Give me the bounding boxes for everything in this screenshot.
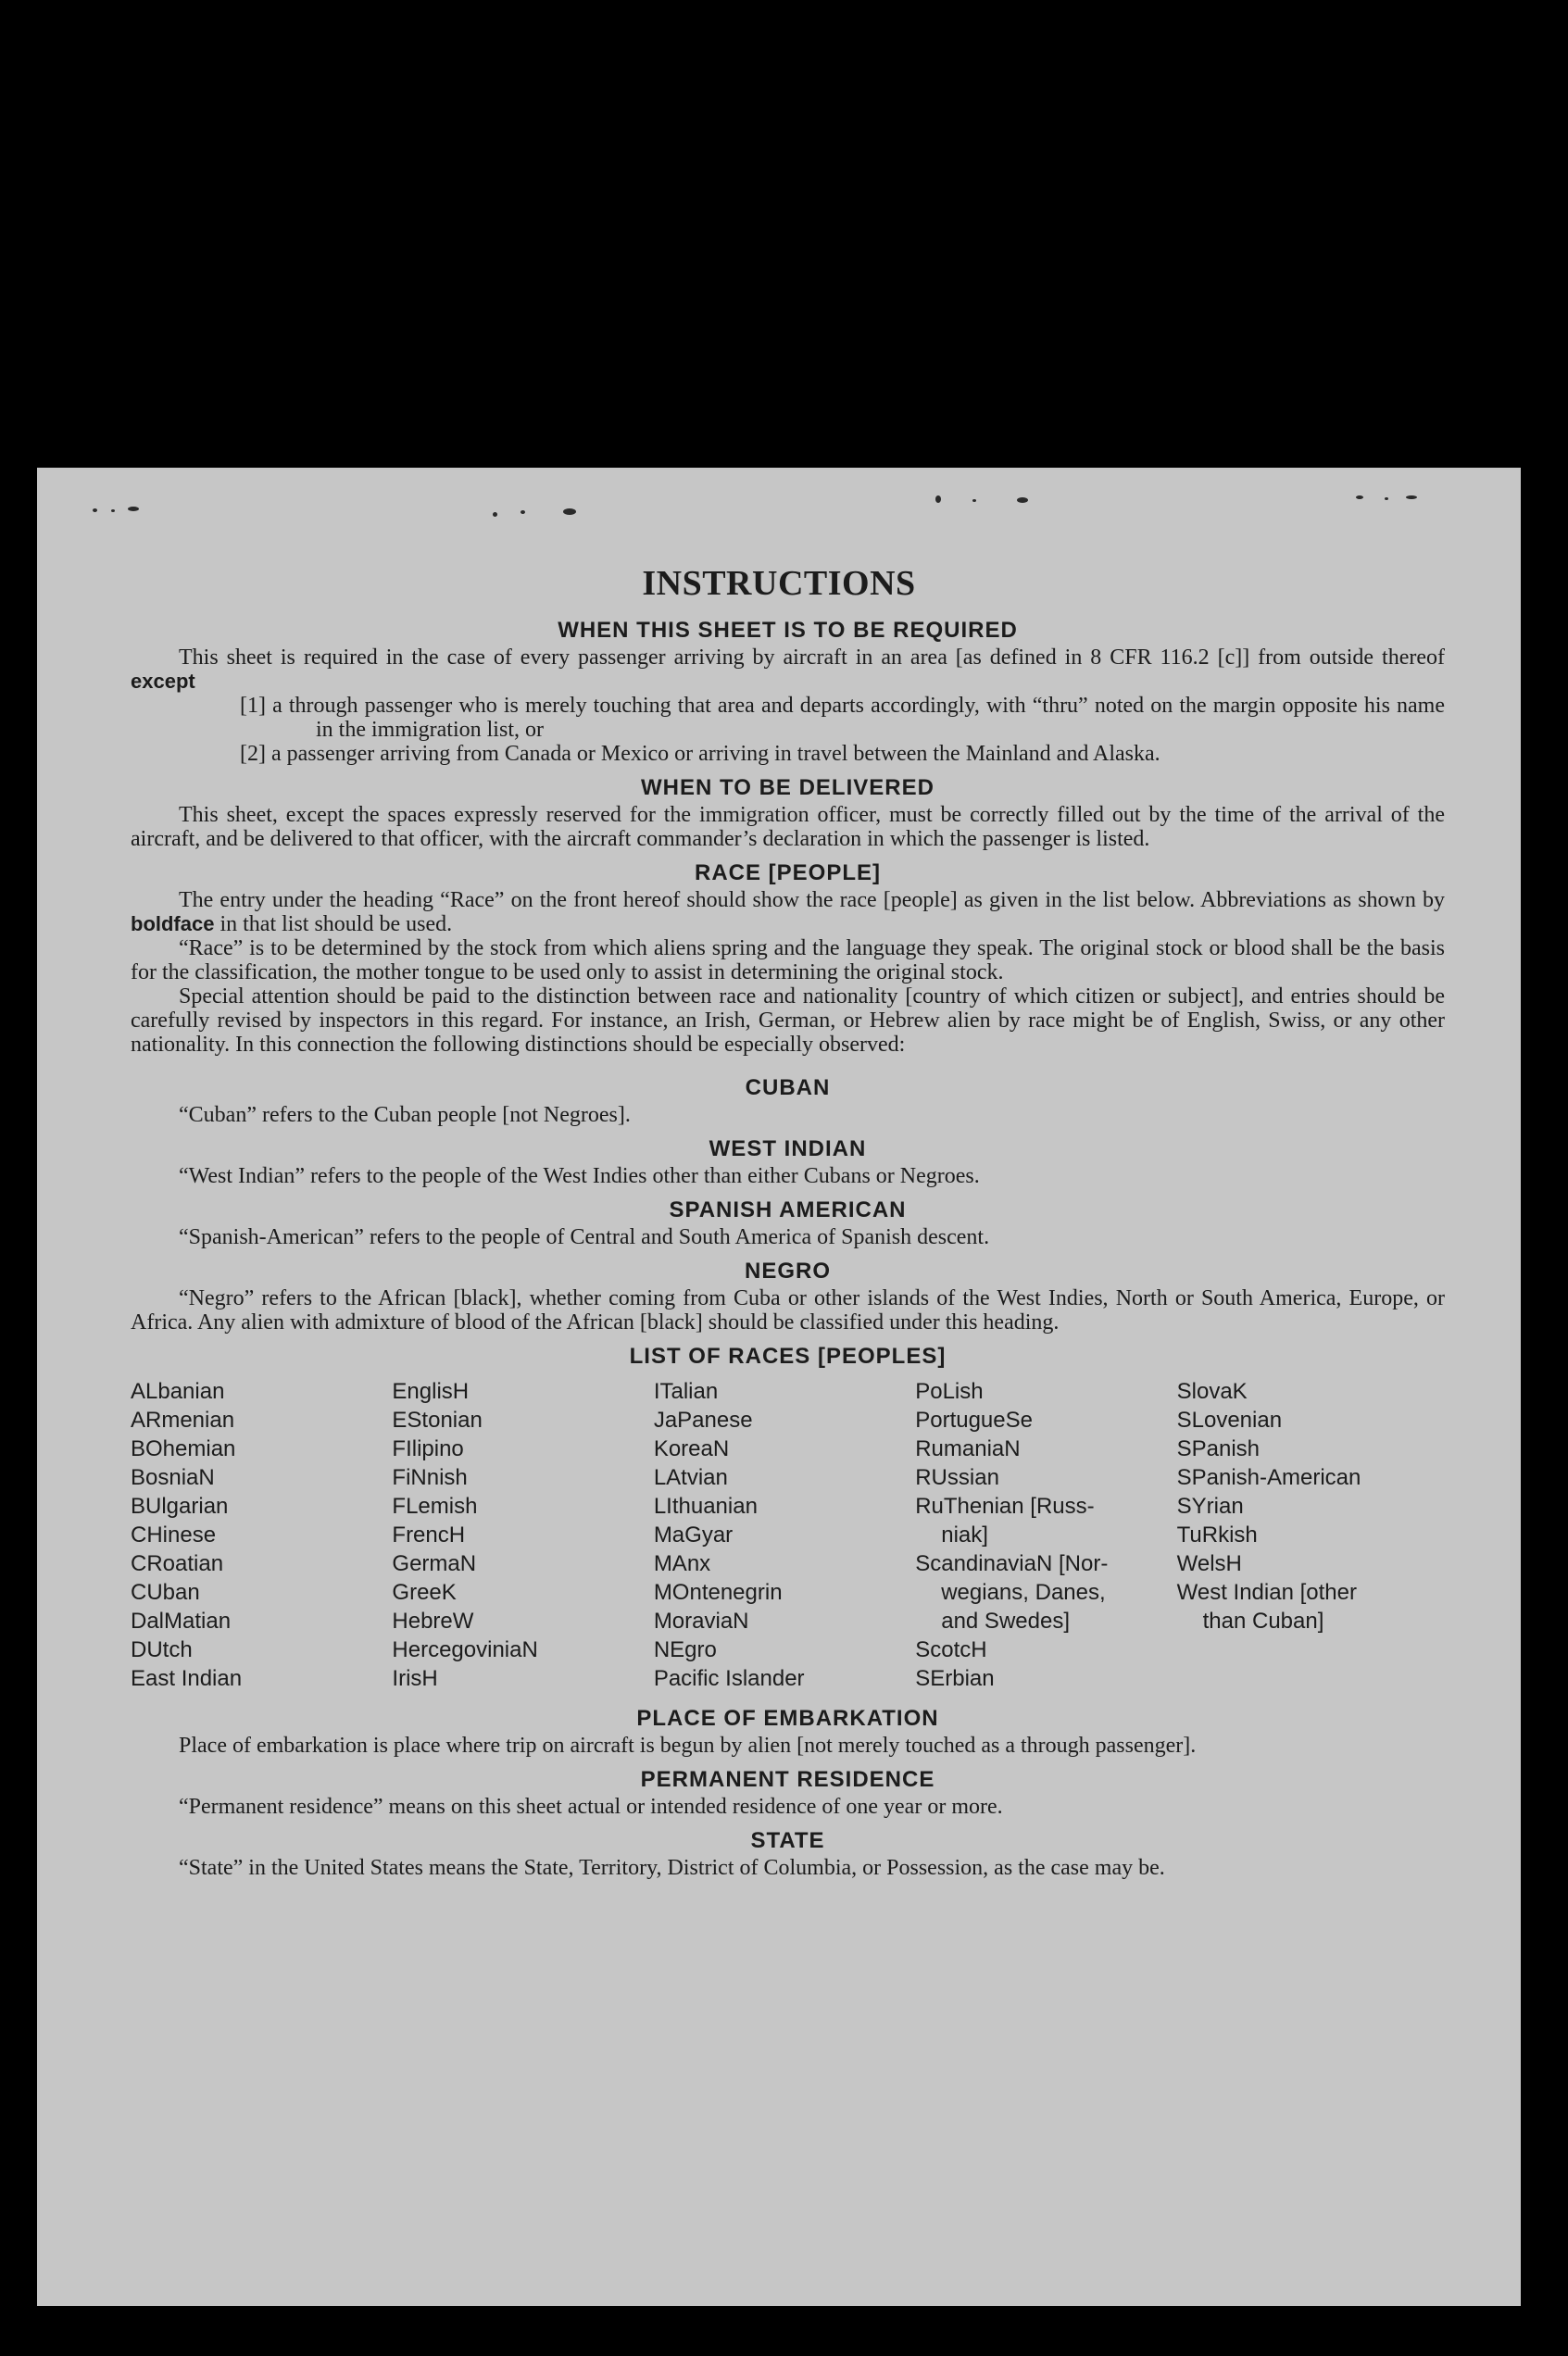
race-item: EStonian [392, 1408, 483, 1433]
race-item: LIthuanian [653, 1494, 758, 1519]
race-item: SPanish-American [1176, 1465, 1361, 1490]
paragraph-race-1: The entry under the heading “Race” on the front hereof should show the race [people] as given in the list below. Abbreviations as shown by boldface in that list should be used. [131, 888, 1445, 936]
races-column-4 [915, 1377, 1176, 1693]
paragraph-place-of-embarkation: Place of embarkation is place where trip on aircraft is begun by alien [not merely touched as a through passenger]. [179, 1734, 1197, 1758]
heading-place-of-embarkation: PLACE OF EMBARKATION [636, 1706, 939, 1731]
page-title: INSTRUCTIONS [642, 564, 916, 603]
exception-item-1: [1] a through passenger who is merely touching that area and departs accordingly, with “thru” noted on the margin opposite his name in the immigration list, or [240, 694, 1445, 742]
races-column-1 [131, 1377, 392, 1693]
race-item: CUban [131, 1580, 200, 1605]
except-bold: except [131, 670, 195, 693]
races-list [131, 1377, 1445, 1693]
document-body [131, 616, 1445, 1880]
races-column-3 [654, 1377, 915, 1693]
race-item: RuThenian [Russ- [915, 1494, 1095, 1519]
race-item: KoreaN [653, 1436, 730, 1461]
race-item: PortugueSe [915, 1408, 1033, 1433]
race-item: FLemish [392, 1494, 478, 1519]
paragraph-cuban: “Cuban” refers to the Cuban people [not Negroes]. [179, 1103, 631, 1127]
race-item: SYrian [1176, 1494, 1244, 1519]
exception-item-2: [2] a passenger arriving from Canada or Mexico or arriving in travel between the Mainland and Alaska. [240, 742, 1160, 766]
race-item: wegians, Danes, [941, 1580, 1106, 1605]
race-item: ITalian [653, 1379, 719, 1404]
heading-when-required: WHEN THIS SHEET IS TO BE REQUIRED [558, 618, 1018, 643]
paragraph-state: “State” in the United States means the State, Territory, District of Columbia, or Possession, as the case may be. [179, 1856, 1165, 1880]
race-item: BOhemian [131, 1436, 236, 1461]
race-item: MAnx [653, 1551, 711, 1576]
race-item: BosniaN [131, 1465, 215, 1490]
boldface-word: boldface [131, 912, 215, 935]
race-item: JaPanese [653, 1408, 753, 1433]
race-item: CRoatian [131, 1551, 224, 1576]
race-item: BUlgarian [131, 1494, 229, 1519]
race-item: SErbian [915, 1666, 995, 1691]
race-item: SPanish [1176, 1436, 1261, 1461]
paragraph-west-indian: “West Indian” refers to the people of the West Indies other than either Cubans or Negroes. [179, 1164, 980, 1188]
paragraph-race-3: Special attention should be paid to the distinction between race and nationality [country of which citizen or subject], and entries should be carefully revised by inspectors in this regard. For instance, an Irish, German, or Hebrew alien by race might be of English, Swiss, or any other nationality. In this connection the following distinctions should be especially observed: [131, 984, 1445, 1057]
race-item: West Indian [other [1176, 1580, 1357, 1605]
race-item: Pacific Islander [653, 1666, 805, 1691]
heading-state: STATE [750, 1828, 825, 1853]
paragraph-negro: “Negro” refers to the African [black], whether coming from Cuba or other islands of the West Indies, North or South America, Europe, or Africa. Any alien with admixture of blood of the African [black] should be classified under this heading. [131, 1286, 1445, 1335]
race-item: niak] [941, 1523, 988, 1548]
heading-when-delivered: WHEN TO BE DELIVERED [641, 775, 935, 800]
race-item: DUtch [131, 1637, 193, 1662]
race-item: EnglisH [392, 1379, 470, 1404]
paragraph-permanent-residence: “Permanent residence” means on this sheet actual or intended residence of one year or more. [179, 1795, 1003, 1819]
race-item: GreeK [392, 1580, 457, 1605]
race-item: WelsH [1176, 1551, 1242, 1576]
race-item: than Cuban] [1202, 1609, 1324, 1634]
heading-race: RACE [PEOPLE] [694, 860, 881, 885]
races-column-2 [392, 1377, 653, 1693]
race-item: DalMatian [131, 1609, 232, 1634]
race-item: ScotcH [915, 1637, 987, 1662]
race-item: GermaN [392, 1551, 477, 1576]
race-item: FIlipino [392, 1436, 464, 1461]
race-item: CHinese [131, 1523, 217, 1548]
race-item: TuRkish [1176, 1523, 1258, 1548]
race-item: ALbanian [131, 1379, 225, 1404]
race-item: IrisH [392, 1666, 438, 1691]
race-item: FiNnish [392, 1465, 468, 1490]
heading-west-indian: WEST INDIAN [709, 1136, 867, 1161]
race-item: and Swedes] [941, 1609, 1070, 1634]
race-item: SLovenian [1176, 1408, 1283, 1433]
race-item: MOntenegrin [653, 1580, 783, 1605]
race-item: FrencH [392, 1523, 466, 1548]
race-item: ARmenian [131, 1408, 235, 1433]
paragraph-race-2: “Race” is to be determined by the stock from which aliens spring and the language they speak. The original stock or blood shall be the basis for the classification, the mother tongue to be used only to assist in determining the original stock. [131, 936, 1445, 984]
race-item: ScandinaviaN [Nor- [915, 1551, 1109, 1576]
paper-specks [37, 475, 1521, 503]
heading-permanent-residence: PERMANENT RESIDENCE [640, 1767, 935, 1792]
race-item: MaGyar [653, 1523, 734, 1548]
paragraph-spanish-american: “Spanish-American” refers to the people of Central and South America of Spanish descent. [179, 1225, 990, 1249]
race-item: HercegoviniaN [392, 1637, 538, 1662]
race-item: PoLish [915, 1379, 984, 1404]
paragraph-when-required: This sheet is required in the case of every passenger arriving by aircraft in an area [as defined in 8 CFR 116.2 [c]] from outside thereof except [131, 645, 1445, 693]
heading-negro: NEGRO [744, 1259, 831, 1284]
race-item: RUssian [915, 1465, 999, 1490]
races-column-5 [1177, 1377, 1445, 1693]
race-item: NEgro [653, 1637, 717, 1662]
heading-list-of-races: LIST OF RACES [PEOPLES] [629, 1344, 947, 1369]
race-item: LAtvian [653, 1465, 728, 1490]
race-item: SlovaK [1176, 1379, 1248, 1404]
paragraph-when-delivered: This sheet, except the spaces expressly reserved for the immigration officer, must be correctly filled out by the time of the arrival of the aircraft, and be delivered to that officer, with the aircraft commander’s declaration in which the passenger is listed. [131, 803, 1445, 851]
heading-cuban: CUBAN [745, 1075, 831, 1100]
heading-spanish-american: SPANISH AMERICAN [669, 1197, 907, 1222]
race-item: RumaniaN [915, 1436, 1021, 1461]
race-item: HebreW [392, 1609, 474, 1634]
race-item: MoraviaN [653, 1609, 749, 1634]
race-item: East Indian [131, 1666, 243, 1691]
